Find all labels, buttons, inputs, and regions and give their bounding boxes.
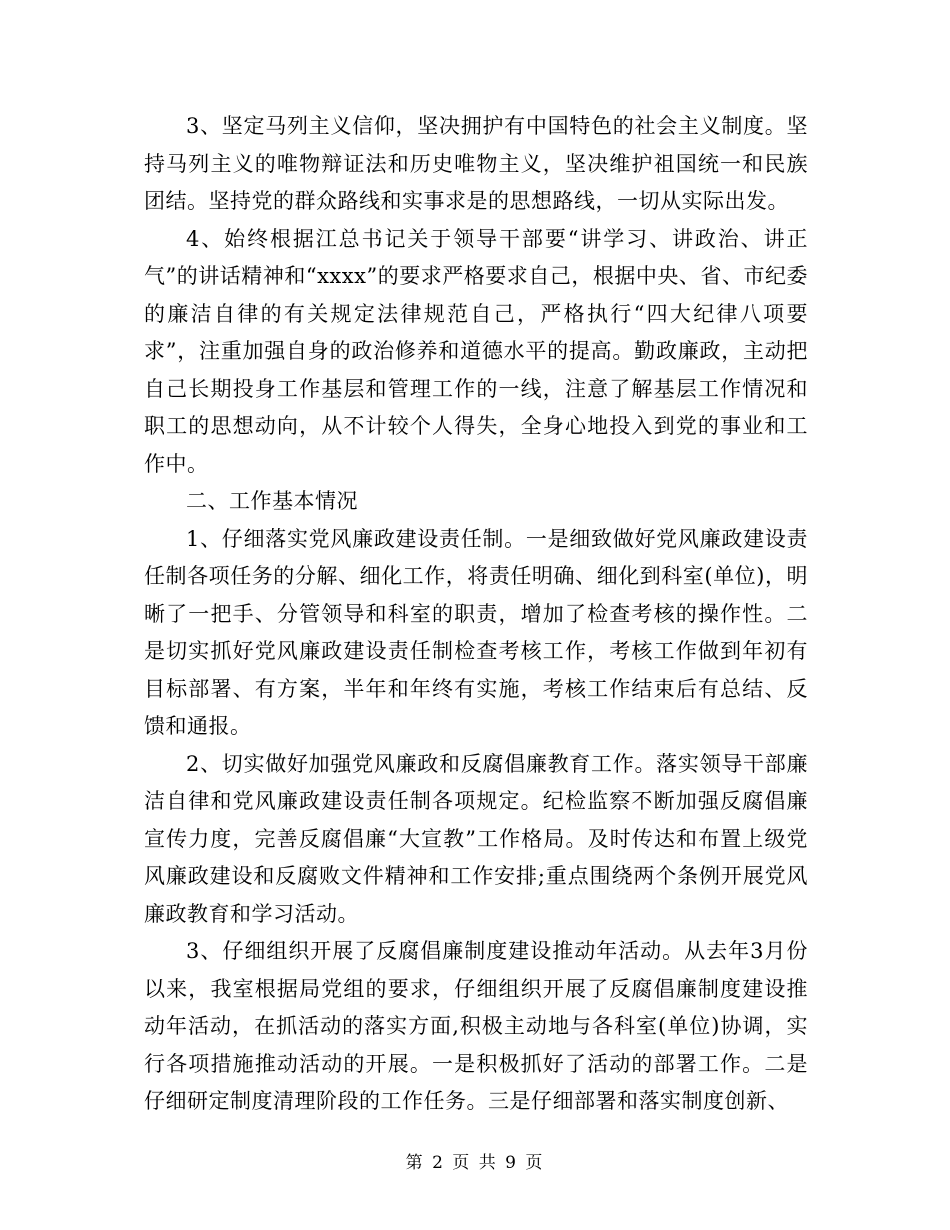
page-number: 第 2 页 共 9 页 xyxy=(405,1153,545,1173)
paragraph-1: 3、坚定马列主义信仰，坚决拥护有中国特色的社会主义制度。坚持马列主义的唯物辩证法和历史唯物主义，坚决维护祖国统一和民族团结。坚持党的群众路线和实事求是的思想路线，一切从实际出发。 xyxy=(144,114,808,213)
paragraph-5: 3、仔细组织开展了反腐倡廉制度建设推动年活动。从去年3月份以来，我室根据局党组的要求，仔细组织开展了反腐倡廉制度建设推动年活动，在抓活动的落实方面,积极主动地与各科室(单位)协调，实行各项措施推动活动的开展。一是积极抓好了活动的部署工作。二是仔细研定制度清理阶段的工作任务。三是仔细部署和落实制度创新、 xyxy=(144,939,808,1113)
paragraph-3: 1、仔细落实党风廉政建设责任制。一是细致做好党风廉政建设责任制各项任务的分解、细化工作，将责任明确、细化到科室(单位)，明晰了一把手、分管领导和科室的职责，增加了检查考核的操作性。二是切实抓好党风廉政建设责任制检查考核工作，考核工作做到年初有目标部署、有方案，半年和年终有实施，考核工作结束后有总结、反馈和通报。 xyxy=(144,526,808,738)
paragraph-2: 4、始终根据江总书记关于领导干部要“讲学习、讲政治、讲正气”的讲话精神和“xxxx”的要求严格要求自己，根据中央、省、市纪委的廉洁自律的有关规定法律规范自己，严格执行“四大纪律八项要求”，注重加强自身的政治修养和道德水平的提高。勤政廉政，主动把自己长期投身工作基层和管理工作的一线，注意了解基层工作情况和职工的思想动向，从不计较个人得失，全身心地投入到党的事业和工作中。 xyxy=(144,226,808,476)
document-body xyxy=(144,108,808,1121)
paragraph-4: 2、切实做好加强党风廉政和反腐倡廉教育工作。落实领导干部廉洁自律和党风廉政建设责任制各项规定。纪检监察不断加强反腐倡廉宣传力度，完善反腐倡廉“大宣教”工作格局。及时传达和布置上级党风廉政建设和反腐败文件精神和工作安排;重点围绕两个条例开展党风廉政教育和学习活动。 xyxy=(144,751,808,926)
section-heading: 二、工作基本情况 xyxy=(186,489,358,513)
